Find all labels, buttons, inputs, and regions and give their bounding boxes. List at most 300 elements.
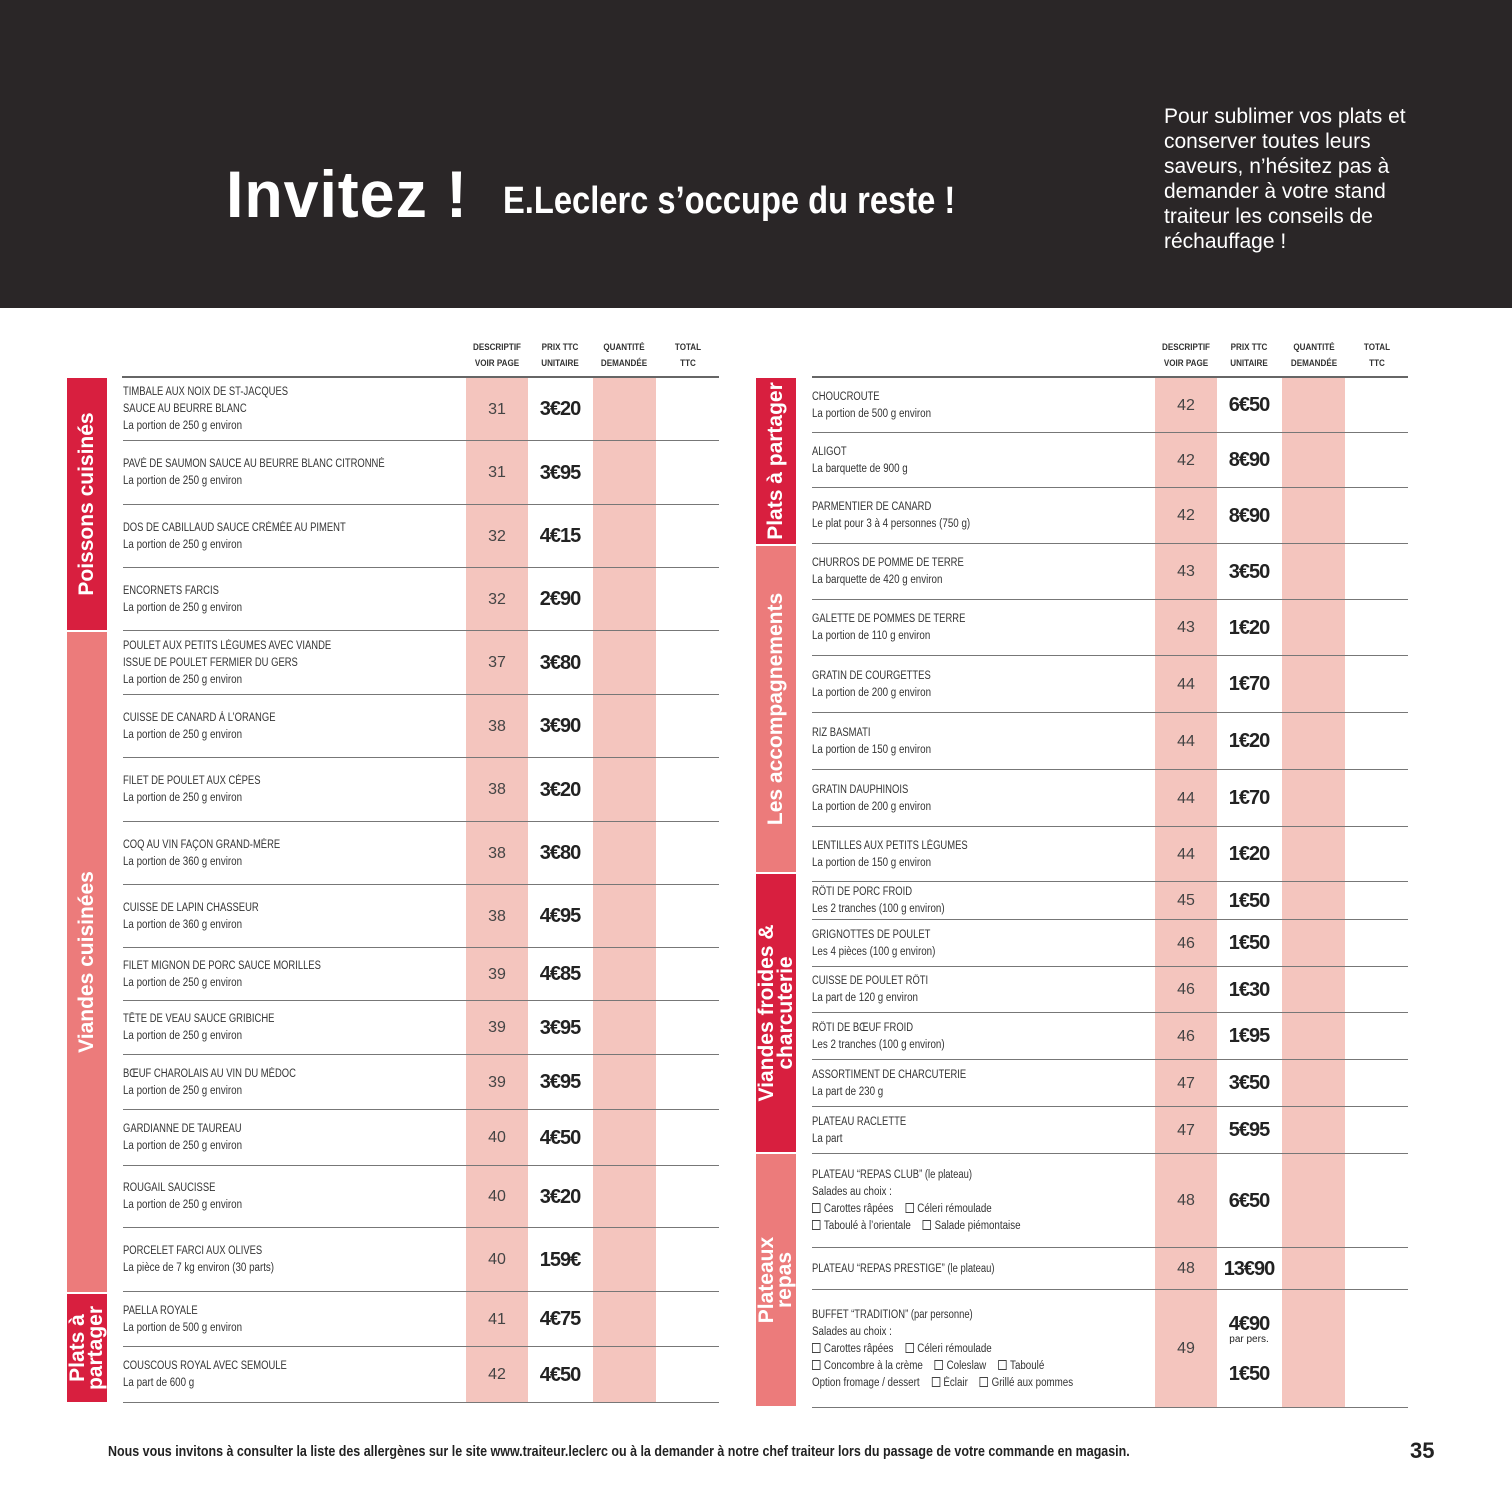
price-value: 1€20 (1228, 843, 1270, 865)
price-value: 3€80 (539, 842, 581, 864)
total-cell[interactable] (1346, 1248, 1408, 1290)
total-cell[interactable] (1346, 544, 1408, 600)
item-page-ref: 38 (488, 717, 506, 735)
table-row (123, 822, 719, 885)
total-cell[interactable] (1346, 433, 1408, 488)
total-cell[interactable] (657, 885, 719, 948)
item-unit-price (1218, 967, 1280, 1013)
item-name-line (123, 837, 280, 854)
salad-option[interactable] (935, 1358, 987, 1375)
item-page-ref: 47 (1177, 1074, 1195, 1092)
table-row (812, 600, 1408, 656)
item-unit-price (1218, 488, 1280, 544)
table-row (123, 1055, 719, 1110)
salad-option-label: Carottes râpées (823, 1342, 894, 1355)
price-value: 6€50 (1228, 394, 1270, 416)
item-description (812, 882, 968, 920)
price-value: 1€50 (1228, 932, 1270, 954)
quantity-cell[interactable] (1282, 656, 1345, 713)
total-cell[interactable] (657, 631, 719, 695)
quantity-cell[interactable] (1282, 713, 1345, 770)
item-description (812, 713, 952, 770)
total-cell[interactable] (657, 1228, 719, 1292)
checkbox-icon[interactable] (812, 1203, 821, 1213)
item-portion: Les 2 tranches (100 g environ) (812, 903, 945, 915)
item-description (123, 822, 315, 885)
item-name: BŒUF CHAROLAIS AU VIN DU MÉDOC (123, 1067, 296, 1080)
item-name: ALIGOT (812, 445, 847, 458)
item-description (123, 1228, 301, 1292)
quantity-cell[interactable] (1282, 1248, 1345, 1290)
item-description (812, 544, 997, 600)
price-value: 8€90 (1228, 504, 1270, 527)
item-portion: Salades au choix : (812, 1186, 892, 1198)
total-cell[interactable] (1346, 827, 1408, 882)
salad-option[interactable] (905, 1201, 991, 1218)
item-description (123, 948, 364, 1001)
col-header-quantite (597, 340, 651, 372)
item-page-ref: 31 (488, 464, 506, 481)
item-name-line (123, 520, 346, 537)
table-row (123, 1001, 719, 1055)
total-cell[interactable] (657, 758, 719, 822)
col-header-line: TTC (1369, 358, 1385, 369)
item-name: PAVÉ DE SAUMON SAUCE AU BEURRE BLANC CITRONNÉ (123, 458, 385, 470)
col-header-line: DESCRIPTIF (472, 342, 521, 353)
item-description (812, 827, 1002, 882)
item-unit-price (1218, 1013, 1280, 1060)
checkbox-icon[interactable] (905, 1203, 914, 1213)
item-name-line (812, 611, 965, 628)
item-page-ref: 42 (488, 1366, 506, 1383)
item-name: FILET MIGNON DE PORC SAUCE MORILLES (123, 959, 321, 972)
table-row (123, 505, 719, 568)
total-cell[interactable] (657, 1001, 719, 1055)
checkbox-icon[interactable] (812, 1220, 821, 1230)
table-row (123, 1228, 719, 1292)
item-unit-price (529, 1055, 591, 1110)
item-description (123, 378, 324, 441)
item-page-ref: 39 (488, 1019, 506, 1036)
salad-options-row (812, 1201, 1021, 1218)
total-cell[interactable] (1346, 1107, 1408, 1154)
item-page-ref: 38 (488, 844, 506, 862)
item-name-line (812, 668, 931, 685)
item-portion: La portion de 250 g environ (123, 1084, 243, 1097)
item-portion: La pièce de 7 kg environ (30 parts) (123, 1262, 275, 1274)
total-cell[interactable] (657, 441, 719, 505)
item-portion: La portion de 110 g environ (812, 630, 931, 642)
item-page-ref: 43 (1177, 563, 1195, 580)
total-cell[interactable] (657, 1055, 719, 1110)
category-label: Viandes cuisinées (75, 871, 98, 1053)
table-row (123, 378, 719, 441)
total-cell[interactable] (1346, 1013, 1408, 1060)
item-description (812, 1060, 1000, 1107)
quantity-cell[interactable] (1282, 488, 1345, 544)
item-description (812, 378, 952, 433)
item-name-line (123, 1358, 287, 1375)
col-header-line: TOTAL (1363, 342, 1391, 353)
item-portion: La portion de 360 g environ (123, 918, 243, 931)
col-header-line: VOIR PAGE (1163, 358, 1209, 369)
price-value: 3€50 (1228, 1072, 1270, 1094)
item-unit-price (1218, 1060, 1280, 1107)
quantity-cell[interactable] (593, 441, 656, 505)
quantity-cell[interactable] (593, 695, 656, 758)
salad-option-label: Taboulé (1010, 1359, 1045, 1372)
salad-option[interactable] (905, 1341, 991, 1358)
item-name-line (812, 725, 927, 742)
extra-options-label: Option fromage / dessert (812, 1376, 920, 1389)
salad-option[interactable] (812, 1218, 911, 1235)
item-name: TÊTE DE VEAU SAUCE GRIBICHE (123, 1013, 275, 1025)
row-divider (812, 1407, 1408, 1409)
quantity-cell[interactable] (593, 378, 656, 441)
item-name: TIMBALE AUX NOIX DE ST-JACQUES (123, 386, 289, 398)
price-value: 1€70 (1228, 673, 1270, 695)
item-description (123, 1292, 263, 1347)
item-description (123, 1110, 268, 1166)
price-value: 13€90 (1223, 1257, 1275, 1280)
item-unit-price (529, 1110, 591, 1166)
total-cell[interactable] (1346, 882, 1408, 920)
price-value: 4€75 (539, 1308, 581, 1330)
checkbox-icon[interactable] (980, 1377, 989, 1387)
table-row (123, 948, 719, 1001)
table-row (812, 544, 1408, 600)
category-plats-a-partager (67, 1294, 107, 1402)
item-unit-price (529, 1166, 591, 1228)
quantity-cell[interactable] (593, 1001, 656, 1055)
quantity-cell[interactable] (1282, 1290, 1345, 1408)
item-portion: La portion de 250 g environ (123, 1199, 243, 1211)
item-unit-price (1218, 920, 1280, 967)
item-name-line (123, 1066, 296, 1083)
item-portion: Les 2 tranches (100 g environ) (812, 1038, 945, 1051)
price-value: 4€50 (539, 1363, 581, 1386)
item-page-ref: 48 (1177, 1260, 1195, 1277)
table-row (123, 1166, 719, 1228)
item-name: GALETTE DE POMMES DE TERRE (812, 613, 966, 625)
quantity-cell[interactable] (1282, 378, 1345, 433)
col-header-line: PRIX TTC (1230, 342, 1268, 353)
item-page-ref: 39 (488, 1073, 506, 1091)
quantity-cell[interactable] (1282, 544, 1345, 600)
quantity-cell[interactable] (593, 1228, 656, 1292)
salad-option-label: Éclair (943, 1376, 968, 1389)
table-row (123, 1110, 719, 1166)
item-unit-price (1218, 1248, 1280, 1290)
item-page-ref: 44 (1177, 732, 1195, 750)
page-subtitle: E.Leclerc s’occupe du reste ! (503, 180, 956, 222)
item-name: PLATEAU RACLETTE (812, 1115, 907, 1128)
checkbox-icon[interactable] (923, 1220, 932, 1230)
salad-option-label: Salade piémontaise (934, 1220, 1021, 1232)
quantity-cell[interactable] (593, 1055, 656, 1110)
col-header-line: DEMANDÉE (1290, 358, 1338, 369)
item-name-line (123, 638, 331, 655)
item-portion: La portion de 500 g environ (123, 1321, 243, 1334)
item-name-line (123, 710, 275, 727)
total-cell[interactable] (657, 505, 719, 568)
item-portion: La portion de 250 g environ (123, 976, 243, 989)
quantity-cell[interactable] (593, 948, 656, 1001)
total-cell[interactable] (1346, 1154, 1408, 1248)
price-value: 8€90 (1228, 449, 1270, 471)
item-portion: La portion de 250 g environ (123, 1140, 243, 1152)
item-description (123, 1055, 334, 1110)
item-unit-price (1218, 1107, 1280, 1154)
salad-option[interactable] (998, 1358, 1044, 1375)
salad-option[interactable] (923, 1218, 1021, 1235)
salad-option[interactable] (980, 1375, 1073, 1392)
item-description (812, 1107, 927, 1154)
quantity-cell[interactable] (593, 885, 656, 948)
page-number: 35 (1410, 1438, 1435, 1463)
table-row (812, 770, 1408, 827)
item-portion: La portion de 150 g environ (812, 743, 932, 756)
col-header-descriptif (1160, 340, 1213, 372)
quantity-cell[interactable] (1282, 967, 1345, 1013)
quantity-cell[interactable] (593, 505, 656, 568)
quantity-cell[interactable] (1282, 1107, 1345, 1154)
category-viandes-froides (756, 874, 796, 1152)
item-description (812, 600, 999, 656)
salad-option-label: Carottes râpées (823, 1203, 894, 1215)
item-portion: La portion de 250 g environ (123, 728, 243, 741)
total-cell[interactable] (657, 1110, 719, 1166)
item-description (812, 1248, 1035, 1290)
total-cell[interactable] (1346, 967, 1408, 1013)
salad-option[interactable] (931, 1375, 967, 1392)
quantity-cell[interactable] (593, 1292, 656, 1347)
table-row (123, 1347, 719, 1403)
quantity-cell[interactable] (1282, 920, 1345, 967)
total-cell[interactable] (657, 695, 719, 758)
checkbox-icon[interactable] (812, 1360, 821, 1370)
item-portion: La part de 600 g (123, 1377, 195, 1389)
table-row (123, 1292, 719, 1347)
item-page-ref: 42 (1177, 396, 1195, 414)
item-name-line (812, 1114, 906, 1131)
col-header-line: QUANTITÉ (603, 342, 645, 353)
item-description (812, 488, 998, 544)
row-divider (123, 1402, 719, 1404)
quantity-cell[interactable] (1282, 1154, 1345, 1248)
total-cell[interactable] (657, 1292, 719, 1347)
col-header-quantite (1287, 340, 1341, 372)
table-row (812, 433, 1408, 488)
item-page-ref: 42 (1177, 451, 1195, 469)
item-page-ref: 31 (488, 400, 506, 418)
checkbox-icon[interactable] (812, 1343, 821, 1353)
item-description (123, 568, 263, 631)
item-name-line (812, 884, 940, 901)
item-unit-price (529, 441, 591, 505)
table-row (123, 441, 719, 505)
item-description (123, 1001, 308, 1055)
total-cell[interactable] (1346, 920, 1408, 967)
category-plateaux-repas (756, 1154, 796, 1406)
checkbox-icon[interactable] (998, 1360, 1007, 1370)
item-name-line (812, 555, 964, 572)
item-portion: La portion de 500 g environ (812, 407, 932, 420)
total-cell[interactable] (657, 948, 719, 1001)
item-portion: La portion de 250 g environ (123, 420, 243, 432)
item-unit-price (1218, 656, 1280, 713)
quantity-cell[interactable] (593, 822, 656, 885)
item-name: GRATIN DE COURGETTES (812, 669, 931, 682)
quantity-cell[interactable] (1282, 600, 1345, 656)
salad-option[interactable] (812, 1201, 893, 1218)
total-cell[interactable] (657, 568, 719, 631)
col-header-total (1351, 340, 1404, 372)
category-label: Les accompagnements (764, 592, 787, 826)
total-cell[interactable] (1346, 488, 1408, 544)
item-name-line (812, 1167, 1013, 1184)
total-cell[interactable] (1346, 1290, 1408, 1408)
quantity-cell[interactable] (593, 1347, 656, 1403)
total-cell[interactable] (657, 378, 719, 441)
quantity-cell[interactable] (1282, 882, 1345, 920)
item-unit-price (1218, 770, 1280, 827)
quantity-cell[interactable] (593, 758, 656, 822)
item-portion: La portion de 250 g environ (123, 673, 243, 686)
salad-option-label: Taboulé à l’orientale (823, 1220, 911, 1232)
table-row (812, 488, 1408, 544)
col-header-prix (1223, 340, 1276, 372)
item-portion: La portion de 200 g environ (812, 800, 932, 813)
total-cell[interactable] (1346, 770, 1408, 827)
total-cell[interactable] (1346, 713, 1408, 770)
item-unit-price (1218, 1154, 1280, 1248)
price-value: 3€20 (539, 778, 581, 801)
item-name-line (123, 1180, 238, 1197)
item-name-line (123, 1303, 238, 1320)
total-cell[interactable] (1346, 378, 1408, 433)
item-name-line (123, 900, 259, 917)
table-row (812, 920, 1408, 967)
item-portion: Les 4 pièces (100 g environ) (812, 945, 936, 958)
item-name-line (812, 1067, 966, 1084)
item-name-suffix: (par personne) (910, 1308, 973, 1321)
price-value: 1€30 (1228, 978, 1270, 1001)
item-name: CHOUCROUTE (812, 390, 880, 403)
checkbox-icon[interactable] (931, 1377, 940, 1387)
item-name-suffix: (le plateau) (924, 1169, 973, 1181)
item-page-ref: 44 (1177, 675, 1195, 693)
checkbox-icon[interactable] (905, 1343, 914, 1353)
price-value: 4€95 (539, 905, 581, 927)
item-name: POULET AUX PETITS LÉGUMES AVEC VIANDE (123, 639, 332, 652)
col-header-line: TTC (680, 358, 696, 369)
item-name-line (812, 782, 927, 799)
item-description (123, 1166, 263, 1228)
quantity-cell[interactable] (1282, 770, 1345, 827)
quantity-cell[interactable] (1282, 827, 1345, 882)
table-row (123, 758, 719, 822)
price-value: 1€20 (1228, 616, 1270, 639)
item-unit-price (1218, 544, 1280, 600)
price-value: 4€50 (539, 1126, 581, 1149)
item-description (812, 967, 954, 1013)
price-value: 3€95 (539, 461, 581, 484)
item-name-line (812, 1020, 940, 1037)
item-name: PARMENTIER DE CANARD (812, 501, 932, 513)
quantity-cell[interactable] (1282, 433, 1345, 488)
table-row (812, 882, 1408, 920)
total-cell[interactable] (1346, 656, 1408, 713)
price-value: 3€20 (539, 1185, 581, 1208)
item-name-line (812, 1307, 1064, 1324)
salad-option[interactable] (812, 1358, 923, 1375)
price-value: 2€90 (539, 588, 581, 610)
category-plats-a-partager (756, 378, 796, 544)
item-description (123, 1347, 323, 1403)
quantity-cell[interactable] (593, 1110, 656, 1166)
col-header-prix (534, 340, 587, 372)
item-portion: La portion de 250 g environ (123, 601, 243, 614)
item-portion: La portion de 250 g environ (123, 538, 243, 551)
item-description (123, 758, 291, 822)
total-cell[interactable] (657, 822, 719, 885)
total-cell[interactable] (1346, 600, 1408, 656)
item-name: CUISSE DE LAPIN CHASSEUR (123, 901, 259, 914)
item-description (812, 1154, 1057, 1248)
quantity-cell[interactable] (593, 1166, 656, 1228)
item-name: GARDIANNE DE TAUREAU (123, 1123, 242, 1135)
item-portion: La portion de 250 g environ (123, 792, 243, 804)
item-unit-price (1218, 882, 1280, 920)
item-description (812, 433, 925, 488)
total-cell[interactable] (1346, 1060, 1408, 1107)
salad-option-label: Céleri rémoulade (917, 1203, 992, 1215)
item-unit-price (1218, 600, 1280, 656)
item-name: GRIGNOTTES DE POULET (812, 928, 931, 941)
item-page-ref: 40 (488, 1188, 506, 1205)
item-name: COUSCOUS ROYAL AVEC SEMOULE (123, 1360, 287, 1372)
price-value: 1€70 (1228, 787, 1270, 809)
item-description (812, 656, 957, 713)
col-header-line: TOTAL (674, 342, 702, 353)
salad-option-label: Coleslaw (946, 1359, 987, 1372)
quantity-cell[interactable] (1282, 1013, 1345, 1060)
total-cell[interactable] (657, 1347, 719, 1403)
quantity-cell[interactable] (1282, 1060, 1345, 1107)
col-header-total (662, 340, 715, 372)
item-page-ref: 40 (488, 1129, 506, 1146)
quantity-cell[interactable] (593, 568, 656, 631)
checkbox-icon[interactable] (935, 1360, 944, 1370)
item-name-line-2: SAUCE AU BEURRE BLANC (123, 403, 247, 415)
col-header-line: PRIX TTC (541, 342, 579, 353)
item-unit-price (1218, 827, 1280, 882)
salad-option[interactable] (812, 1341, 893, 1358)
total-cell[interactable] (657, 1166, 719, 1228)
item-unit-price (529, 948, 591, 1001)
table-row (812, 1248, 1408, 1290)
page-title: Invitez ! (226, 157, 468, 231)
item-portion: La part de 120 g environ (812, 992, 918, 1004)
item-page-ref: 44 (1177, 789, 1195, 807)
quantity-cell[interactable] (593, 631, 656, 695)
item-name: PORCELET FARCI AUX OLIVES (123, 1245, 263, 1257)
item-unit-price (529, 885, 591, 948)
category-label: Poissons cuisinés (75, 412, 98, 596)
table-row (812, 1013, 1408, 1060)
item-name: DOS DE CABILLAUD SAUCE CRÉMÉE AU PIMENT (123, 521, 346, 534)
